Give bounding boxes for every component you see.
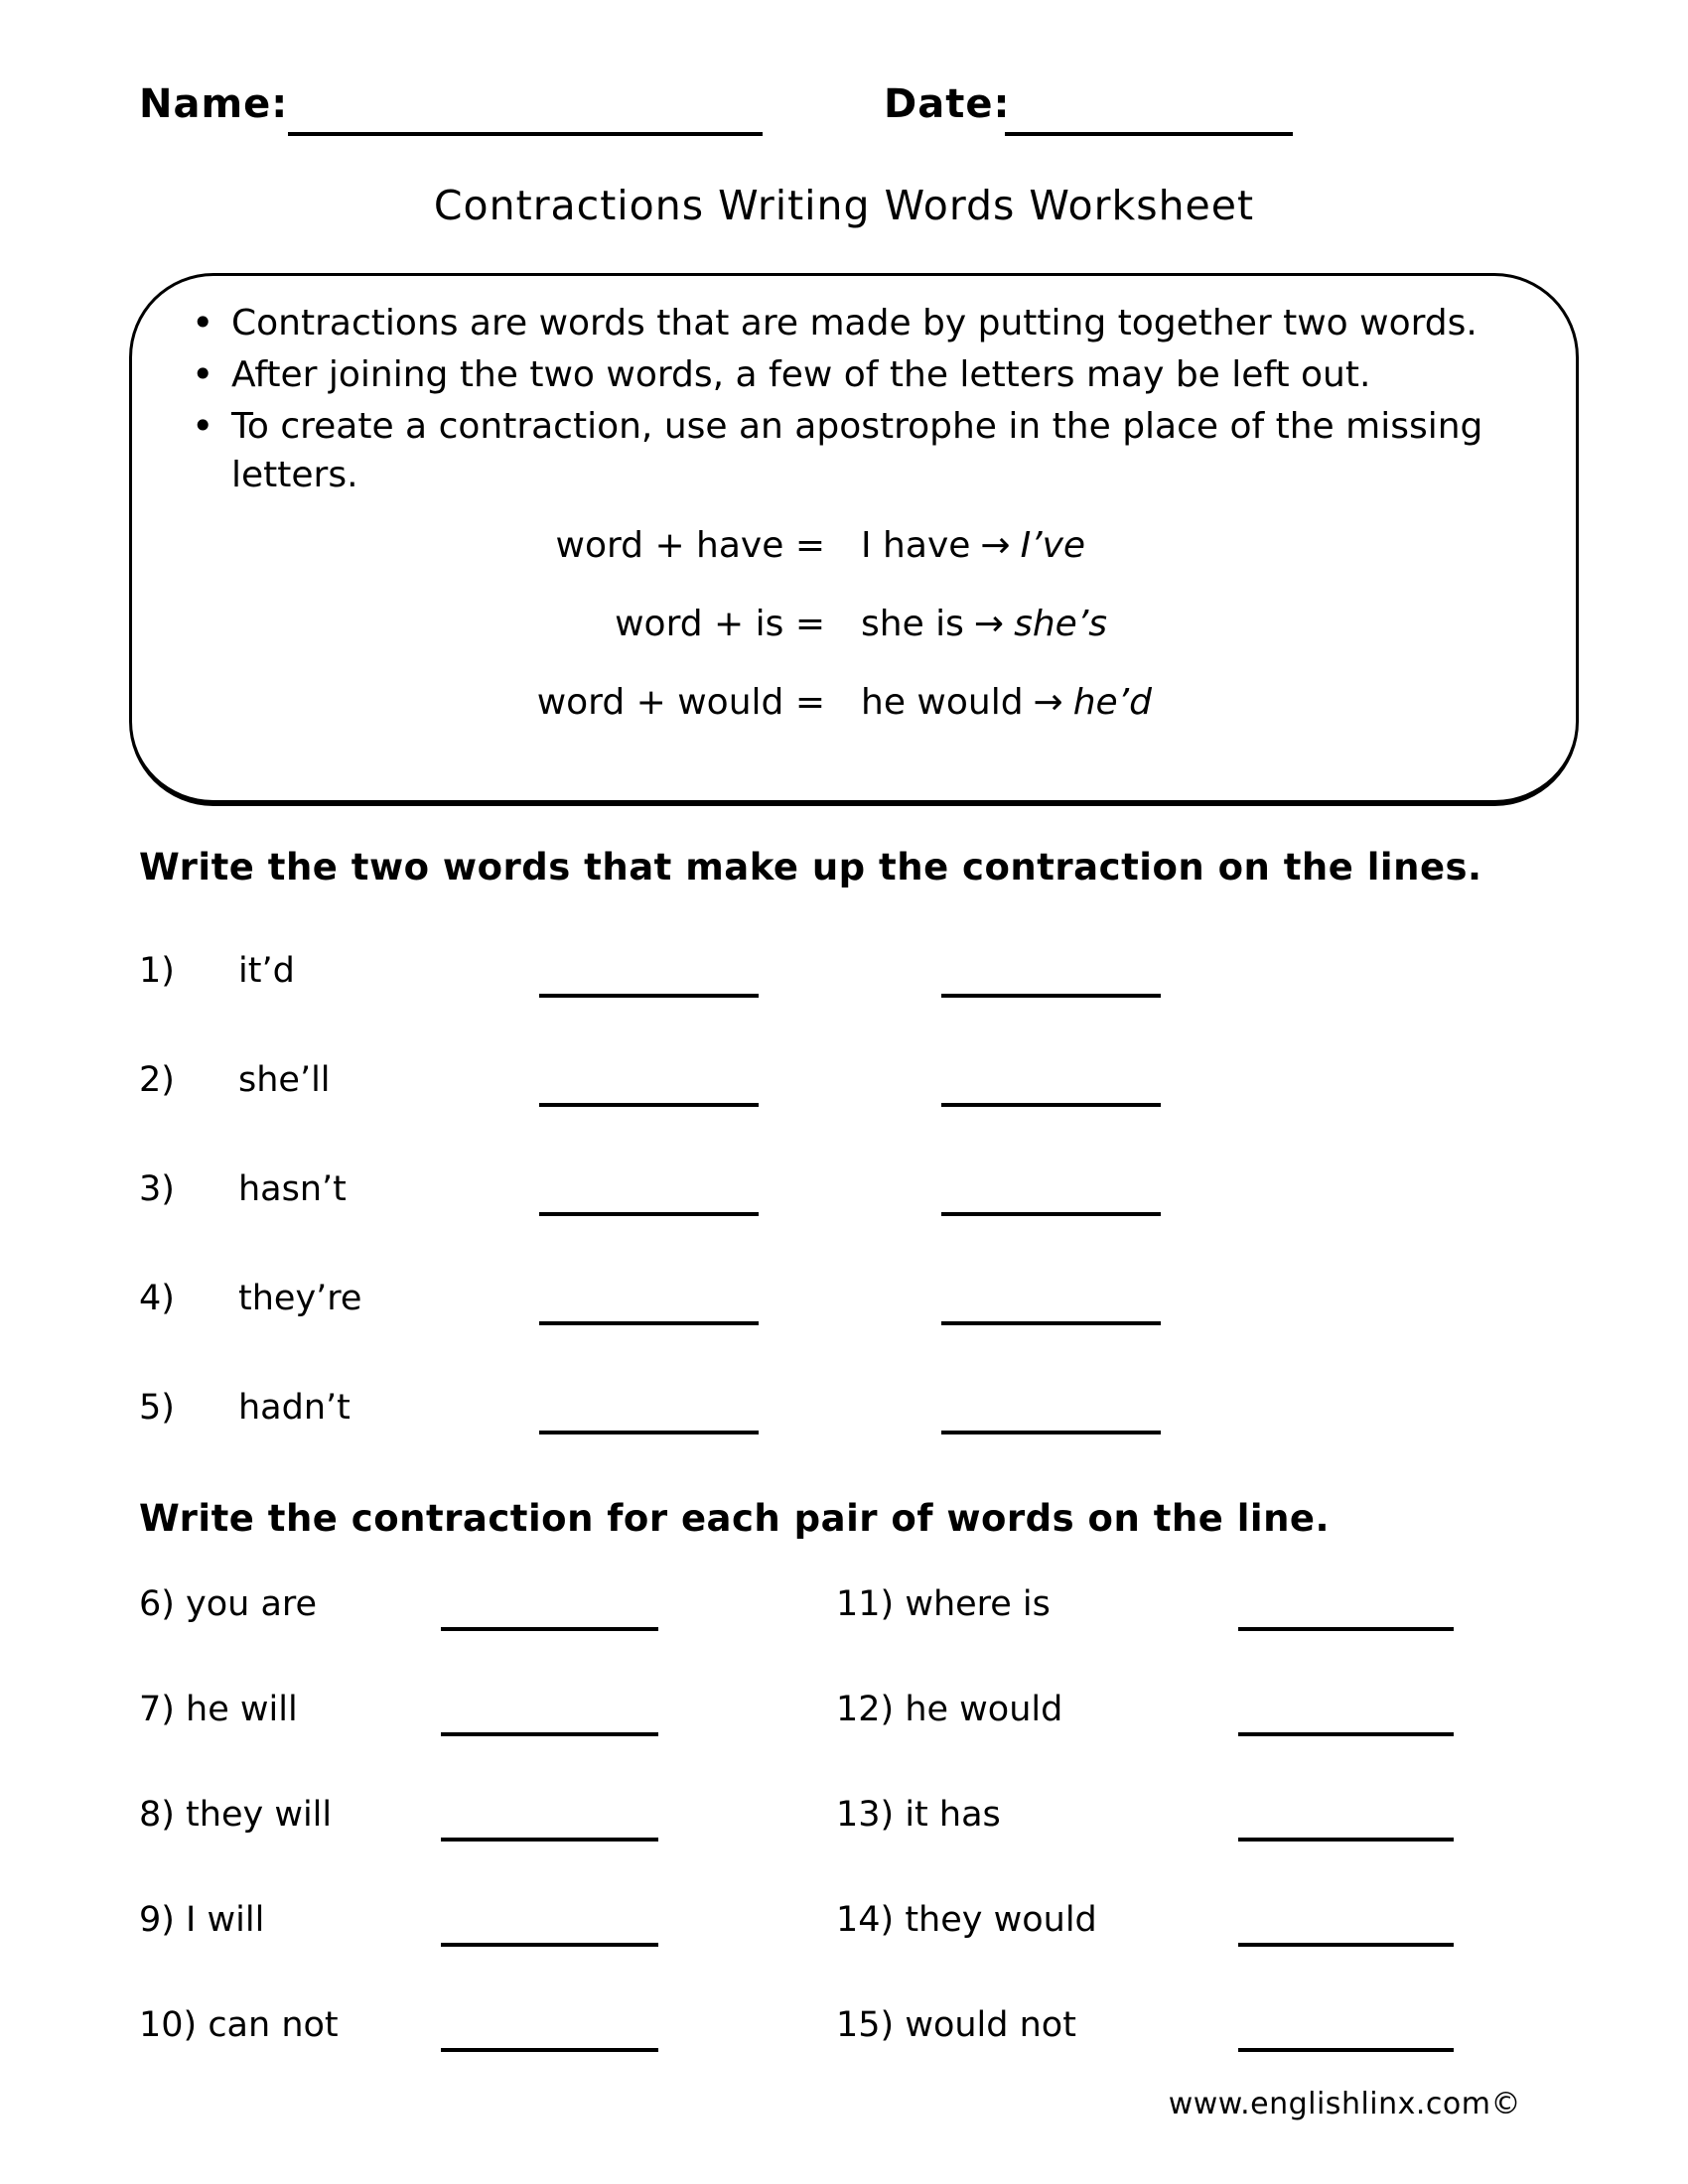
example-contraction: he’d bbox=[1072, 681, 1152, 723]
answer-blank-contraction[interactable] bbox=[1238, 1626, 1454, 1631]
answer-blank-word2[interactable] bbox=[941, 1430, 1161, 1434]
answer-blank-contraction[interactable] bbox=[441, 1942, 658, 1947]
word-pair-label: 10) can not bbox=[139, 2005, 339, 2045]
word-pair-label: 13) it has bbox=[836, 1795, 1001, 1835]
name-label: Name: bbox=[139, 81, 289, 127]
word-pair-label: 6) you are bbox=[139, 1584, 318, 1624]
answer-blank-word2[interactable] bbox=[941, 1320, 1161, 1325]
answer-blank-contraction[interactable] bbox=[441, 1731, 658, 1736]
answer-blank-word1[interactable] bbox=[539, 1320, 759, 1325]
word-pair-row bbox=[139, 1795, 1549, 1900]
answer-blank-contraction[interactable] bbox=[441, 1626, 658, 1631]
contraction-word: hadn’t bbox=[238, 1388, 351, 1428]
example-list bbox=[190, 525, 1506, 760]
name-field-line[interactable] bbox=[288, 131, 763, 136]
info-box bbox=[129, 273, 1579, 806]
word-pair-row bbox=[139, 1900, 1549, 2005]
example-expansion: I have bbox=[861, 524, 971, 566]
example-result bbox=[861, 604, 1107, 644]
word-pair-label: 15) would not bbox=[836, 2005, 1076, 2045]
contraction-row bbox=[139, 1388, 1549, 1497]
item-number: 5) bbox=[139, 1388, 175, 1428]
word-pair-row bbox=[139, 1584, 1549, 1690]
section2-items bbox=[139, 1584, 1549, 2111]
arrow-icon: → bbox=[980, 524, 1011, 566]
example-row bbox=[190, 682, 1506, 760]
example-row bbox=[190, 604, 1506, 682]
word-pair-label: 12) he would bbox=[836, 1690, 1063, 1729]
example-formula: word + is = bbox=[615, 603, 825, 644]
answer-blank-word1[interactable] bbox=[539, 1430, 759, 1434]
section1-items bbox=[139, 951, 1549, 1497]
answer-blank-contraction[interactable] bbox=[1238, 1942, 1454, 1947]
example-result bbox=[861, 525, 1085, 566]
word-pair-label: 7) he will bbox=[139, 1690, 298, 1729]
answer-blank-contraction[interactable] bbox=[441, 1837, 658, 1842]
contraction-row bbox=[139, 951, 1549, 1060]
answer-blank-word1[interactable] bbox=[539, 993, 759, 998]
word-pair-row bbox=[139, 1690, 1549, 1795]
item-number: 1) bbox=[139, 951, 175, 991]
answer-blank-word2[interactable] bbox=[941, 1102, 1161, 1107]
answer-blank-word2[interactable] bbox=[941, 1211, 1161, 1216]
answer-blank-contraction[interactable] bbox=[1238, 1837, 1454, 1842]
answer-blank-contraction[interactable] bbox=[1238, 2047, 1454, 2052]
contraction-word: hasn’t bbox=[238, 1169, 347, 1209]
footer-website: www.englishlinx.com© bbox=[1168, 2087, 1521, 2121]
item-number: 3) bbox=[139, 1169, 175, 1209]
answer-blank-word1[interactable] bbox=[539, 1211, 759, 1216]
answer-blank-contraction[interactable] bbox=[441, 2047, 658, 2052]
example-result bbox=[861, 682, 1152, 723]
example-formula: word + would = bbox=[536, 681, 825, 723]
example-expansion: she is bbox=[861, 603, 964, 644]
answer-blank-contraction[interactable] bbox=[1238, 1731, 1454, 1736]
example-row bbox=[190, 525, 1506, 604]
example-contraction: I’ve bbox=[1020, 524, 1086, 566]
word-pair-label: 8) they will bbox=[139, 1795, 333, 1835]
contraction-row bbox=[139, 1060, 1549, 1169]
date-label: Date: bbox=[884, 81, 1011, 127]
arrow-icon: → bbox=[973, 603, 1005, 644]
bullet-item: • To create a contraction, use an apostrophe in the place of the missing letters. bbox=[231, 403, 1506, 498]
answer-blank-word2[interactable] bbox=[941, 993, 1161, 998]
bullet-list bbox=[190, 300, 1506, 499]
date-field-line[interactable] bbox=[1005, 131, 1293, 136]
contraction-word: it’d bbox=[238, 951, 295, 991]
word-pair-label: 9) I will bbox=[139, 1900, 265, 1940]
example-expansion: he would bbox=[861, 681, 1024, 723]
arrow-icon: → bbox=[1033, 681, 1063, 723]
word-pair-label: 11) where is bbox=[836, 1584, 1051, 1624]
bullet-item: • Contractions are words that are made by putting together two words. bbox=[231, 300, 1506, 347]
example-contraction: she’s bbox=[1014, 603, 1108, 644]
contraction-row bbox=[139, 1169, 1549, 1279]
example-formula: word + have = bbox=[555, 524, 825, 566]
section1-instruction: Write the two words that make up the contraction on the lines. bbox=[139, 846, 1482, 888]
contraction-word: they’re bbox=[238, 1279, 362, 1318]
section2-instruction: Write the contraction for each pair of words on the line. bbox=[139, 1497, 1331, 1540]
page-title: Contractions Writing Words Worksheet bbox=[433, 182, 1255, 229]
item-number: 2) bbox=[139, 1060, 175, 1100]
contraction-word: she’ll bbox=[238, 1060, 331, 1100]
answer-blank-word1[interactable] bbox=[539, 1102, 759, 1107]
item-number: 4) bbox=[139, 1279, 175, 1318]
word-pair-label: 14) they would bbox=[836, 1900, 1097, 1940]
contraction-row bbox=[139, 1279, 1549, 1388]
bullet-item: • After joining the two words, a few of the letters may be left out. bbox=[231, 351, 1506, 399]
